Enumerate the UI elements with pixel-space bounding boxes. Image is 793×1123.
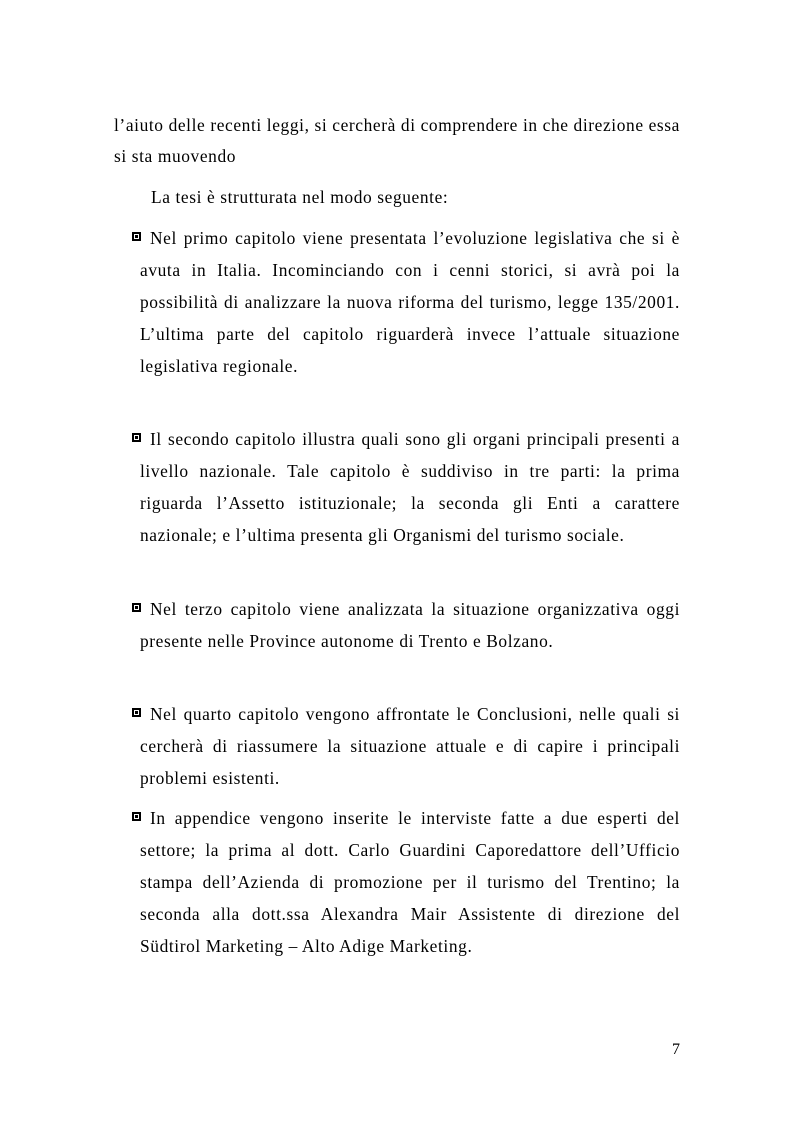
list-item-text: Nel primo capitolo viene presentata l’evoluzione legislativa che si è avuta in Italia. Incominciando con i cenni storici, si avrà poi la possibilità di analizzare la nuova riforma del turismo, legge 135/2001. L’ultima parte del capitolo riguarderà invece l’attuale situazione legislativa regionale. [140, 228, 680, 376]
lead-sentence: La tesi è strutturata nel modo seguente: [151, 187, 449, 207]
page-number: 7 [672, 1041, 680, 1058]
list-item-text: In appendice vengono inserite le interviste fatte a due esperti del settore; la prima al dott. Carlo Guardini Caporedattore dell’Ufficio stampa dell’Azienda di promozione per il turismo del Trentino; la seconda alla dott.ssa Alexandra Mair Assistente di direzione del Südtirol Marketing – Alto Adige Marketing. [140, 808, 680, 956]
intro-paragraph: l’aiuto delle recenti leggi, si cercherà di comprendere in che direzione essa si sta muovendo [114, 115, 680, 166]
list-item-text: Nel terzo capitolo viene analizzata la situazione organizzativa oggi presente nelle Province autonome di Trento e Bolzano. [140, 599, 680, 651]
list-item-text: Nel quarto capitolo vengono affrontate le Conclusioni, nelle quali si cercherà di riassumere la situazione attuale e di capire i principali problemi esistenti. [140, 704, 680, 788]
list-item-text: Il secondo capitolo illustra quali sono gli organi principali presenti a livello nazionale. Tale capitolo è suddiviso in tre parti: la prima riguarda l’Assetto istituzionale; la seconda gli Enti a carattere nazionale; e l’ultima presenta gli Organismi del turismo sociale. [140, 429, 680, 545]
